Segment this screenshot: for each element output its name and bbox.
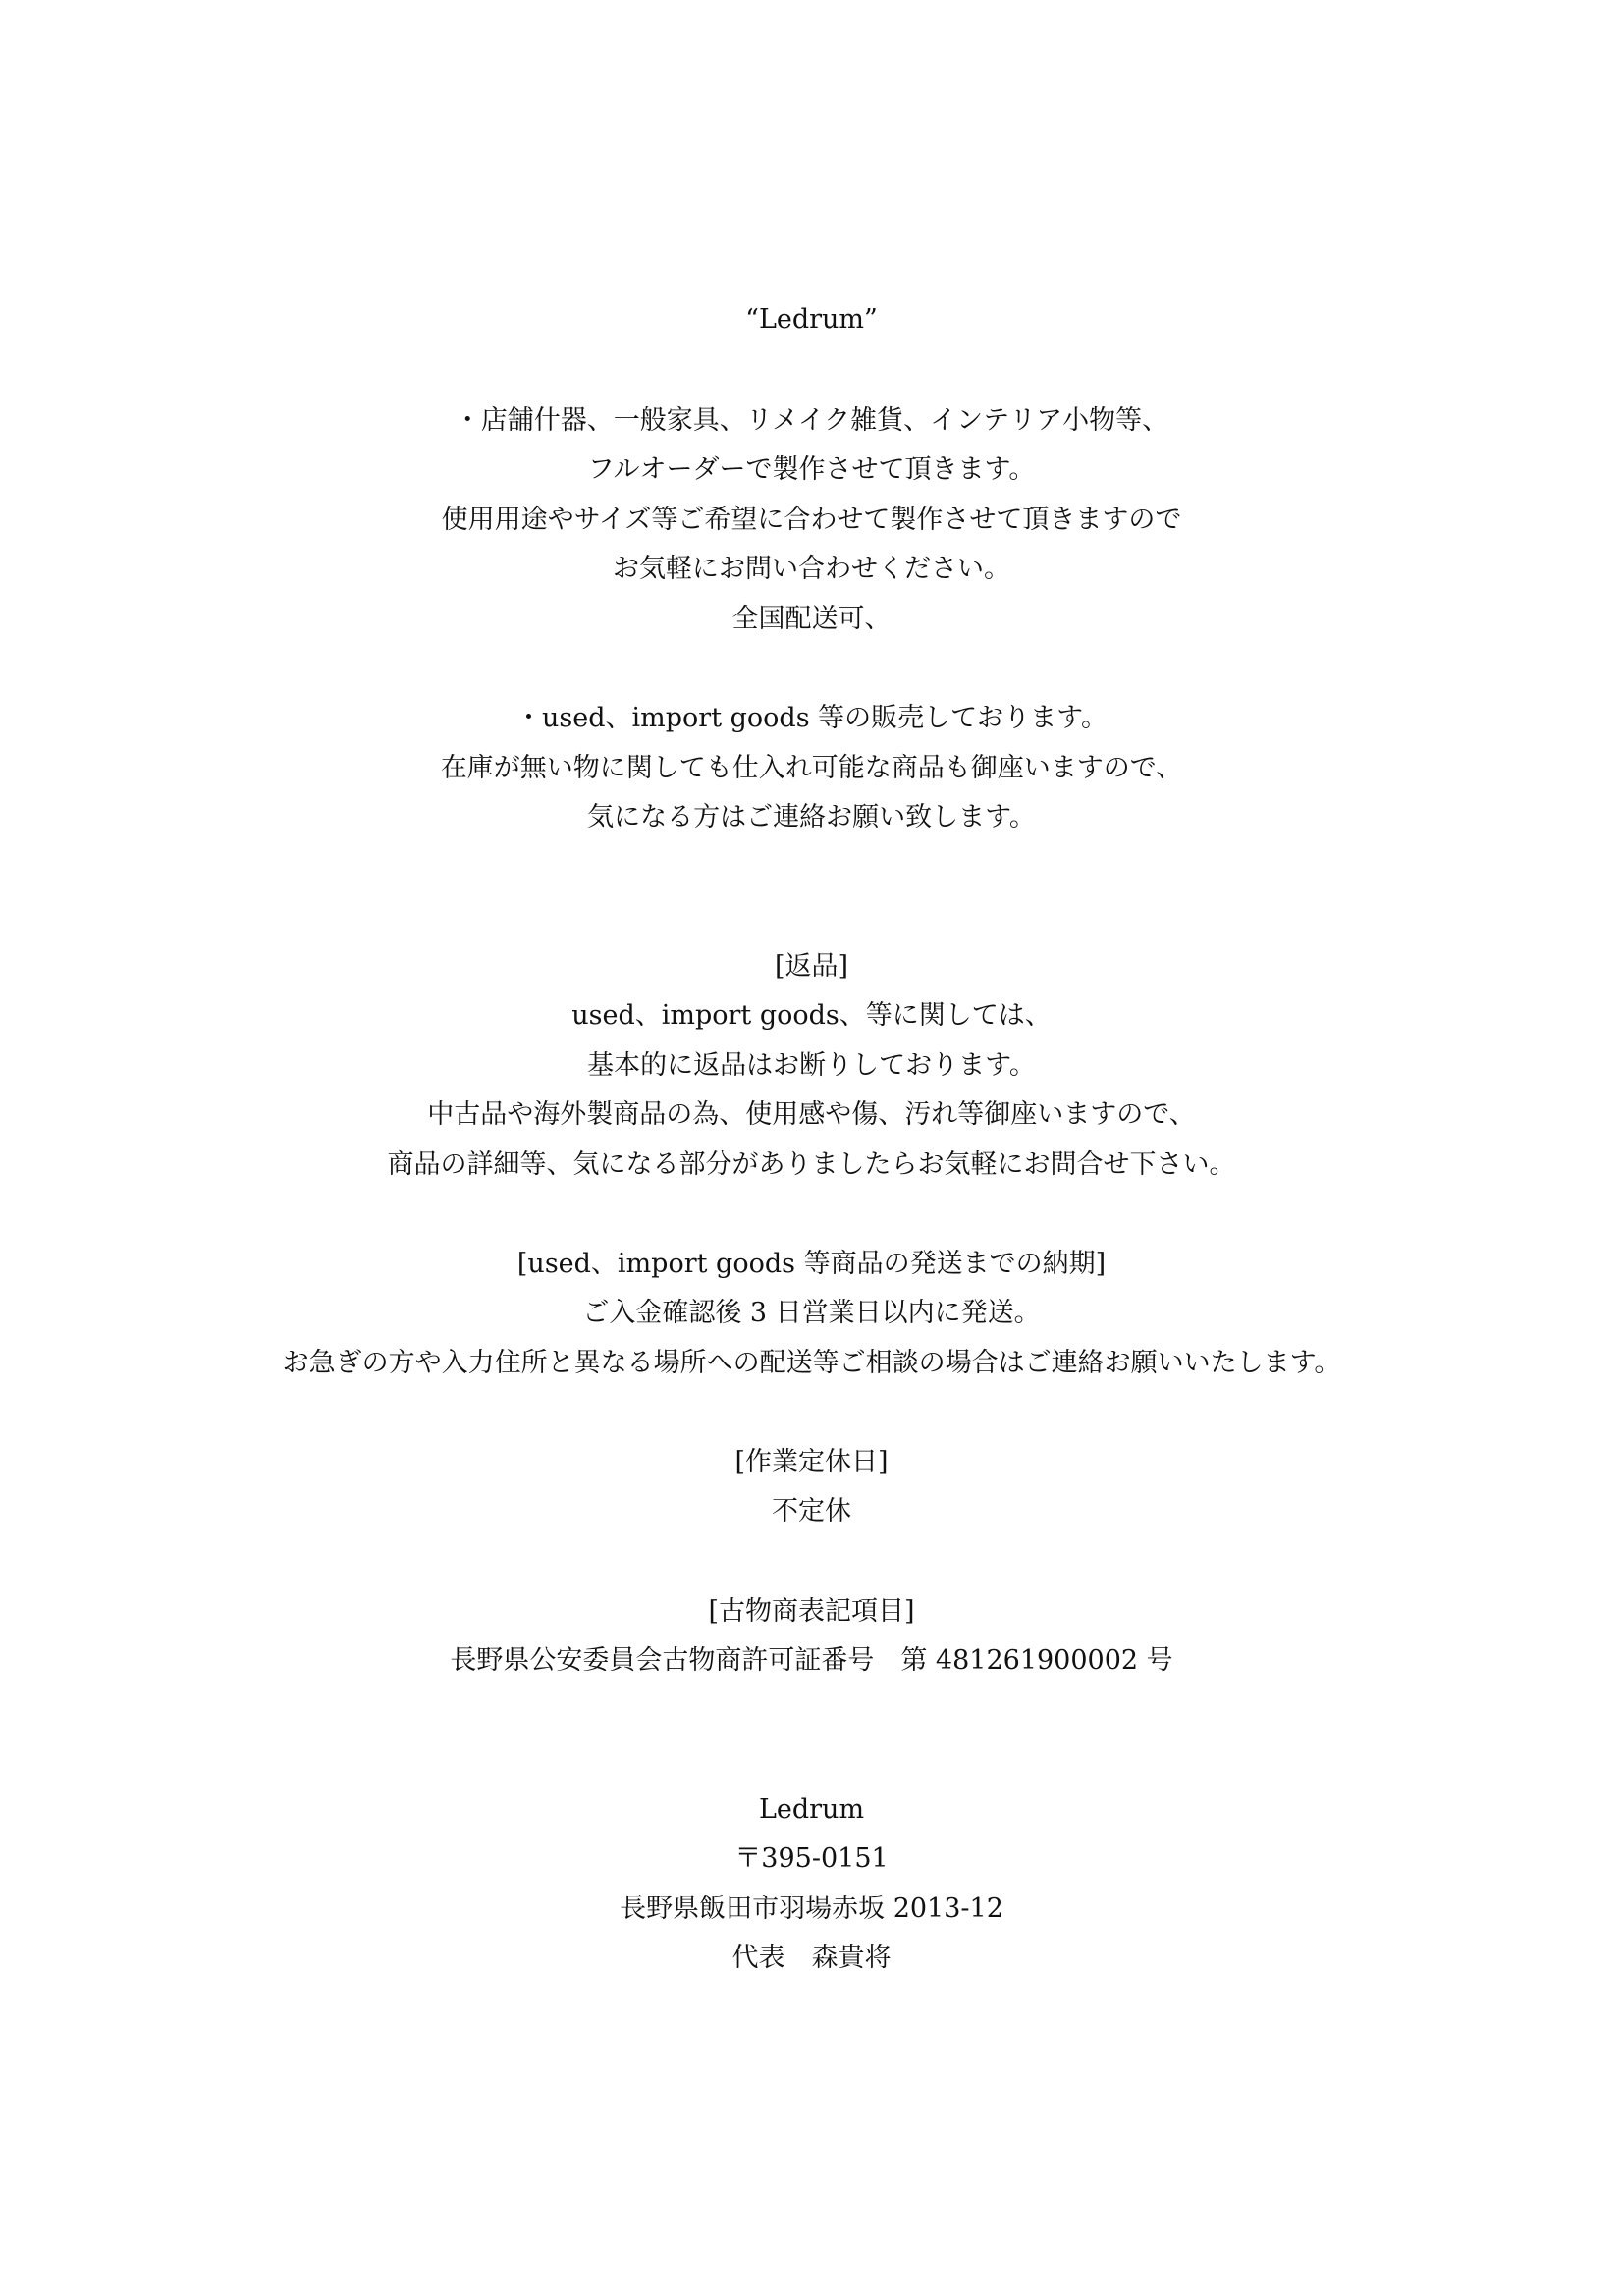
document-title: “Ledrum” xyxy=(745,304,878,335)
delivery-line: ご入金確認後 3 日営業日以内に発送。 xyxy=(582,1298,1041,1328)
returns-line: 商品の詳細等、気になる部分がありましたらお気軽にお問合せ下さい。 xyxy=(387,1149,1236,1180)
antique-license-heading: [古物商表記項目] xyxy=(708,1596,915,1627)
footer-representative: 代表 森貴将 xyxy=(731,1943,892,1973)
intro-line: ・used、import goods 等の販売しております。 xyxy=(515,703,1108,733)
delivery-line: お急ぎの方や入力住所と異なる場所への配送等ご相談の場合はご連絡お願いいたします。 xyxy=(282,1348,1341,1378)
holidays-heading: [作業定休日] xyxy=(734,1447,889,1477)
intro-line: 全国配送可、 xyxy=(731,604,892,634)
footer-shop-name: Ledrum xyxy=(758,1794,865,1825)
returns-heading: [返品] xyxy=(774,951,849,982)
holidays-value: 不定休 xyxy=(772,1496,851,1526)
returns-line: 中古品や海外製商品の為、使用感や傷、汚れ等御座いますので、 xyxy=(427,1099,1196,1130)
antique-license-value: 長野県公安委員会古物商許可証番号 第 481261900002 号 xyxy=(450,1645,1173,1676)
intro-line: フルオーダーで製作させて頂きます。 xyxy=(587,454,1036,485)
footer-postal-code: 〒395-0151 xyxy=(734,1843,889,1874)
footer-address: 長野県飯田市羽場赤坂 2013-12 xyxy=(620,1894,1003,1924)
intro-line: 気になる方はご連絡お願い致します。 xyxy=(587,802,1036,832)
returns-line: used、import goods、等に関しては、 xyxy=(571,1000,1052,1031)
intro-line: 在庫が無い物に関しても仕入れ可能な商品も御座いますので、 xyxy=(440,753,1183,783)
delivery-heading: [used、import goods 等商品の発送までの納期] xyxy=(516,1249,1107,1279)
intro-line: お気軽にお問い合わせください。 xyxy=(613,554,1010,584)
intro-line: 使用用途やサイズ等ご希望に合わせて製作させて頂きますので xyxy=(441,505,1182,535)
returns-line: 基本的に返品はお断りしております。 xyxy=(587,1050,1036,1081)
intro-line: ・店舗什器、一般家具、リメイク雑貨、インテリア小物等、 xyxy=(454,405,1169,436)
